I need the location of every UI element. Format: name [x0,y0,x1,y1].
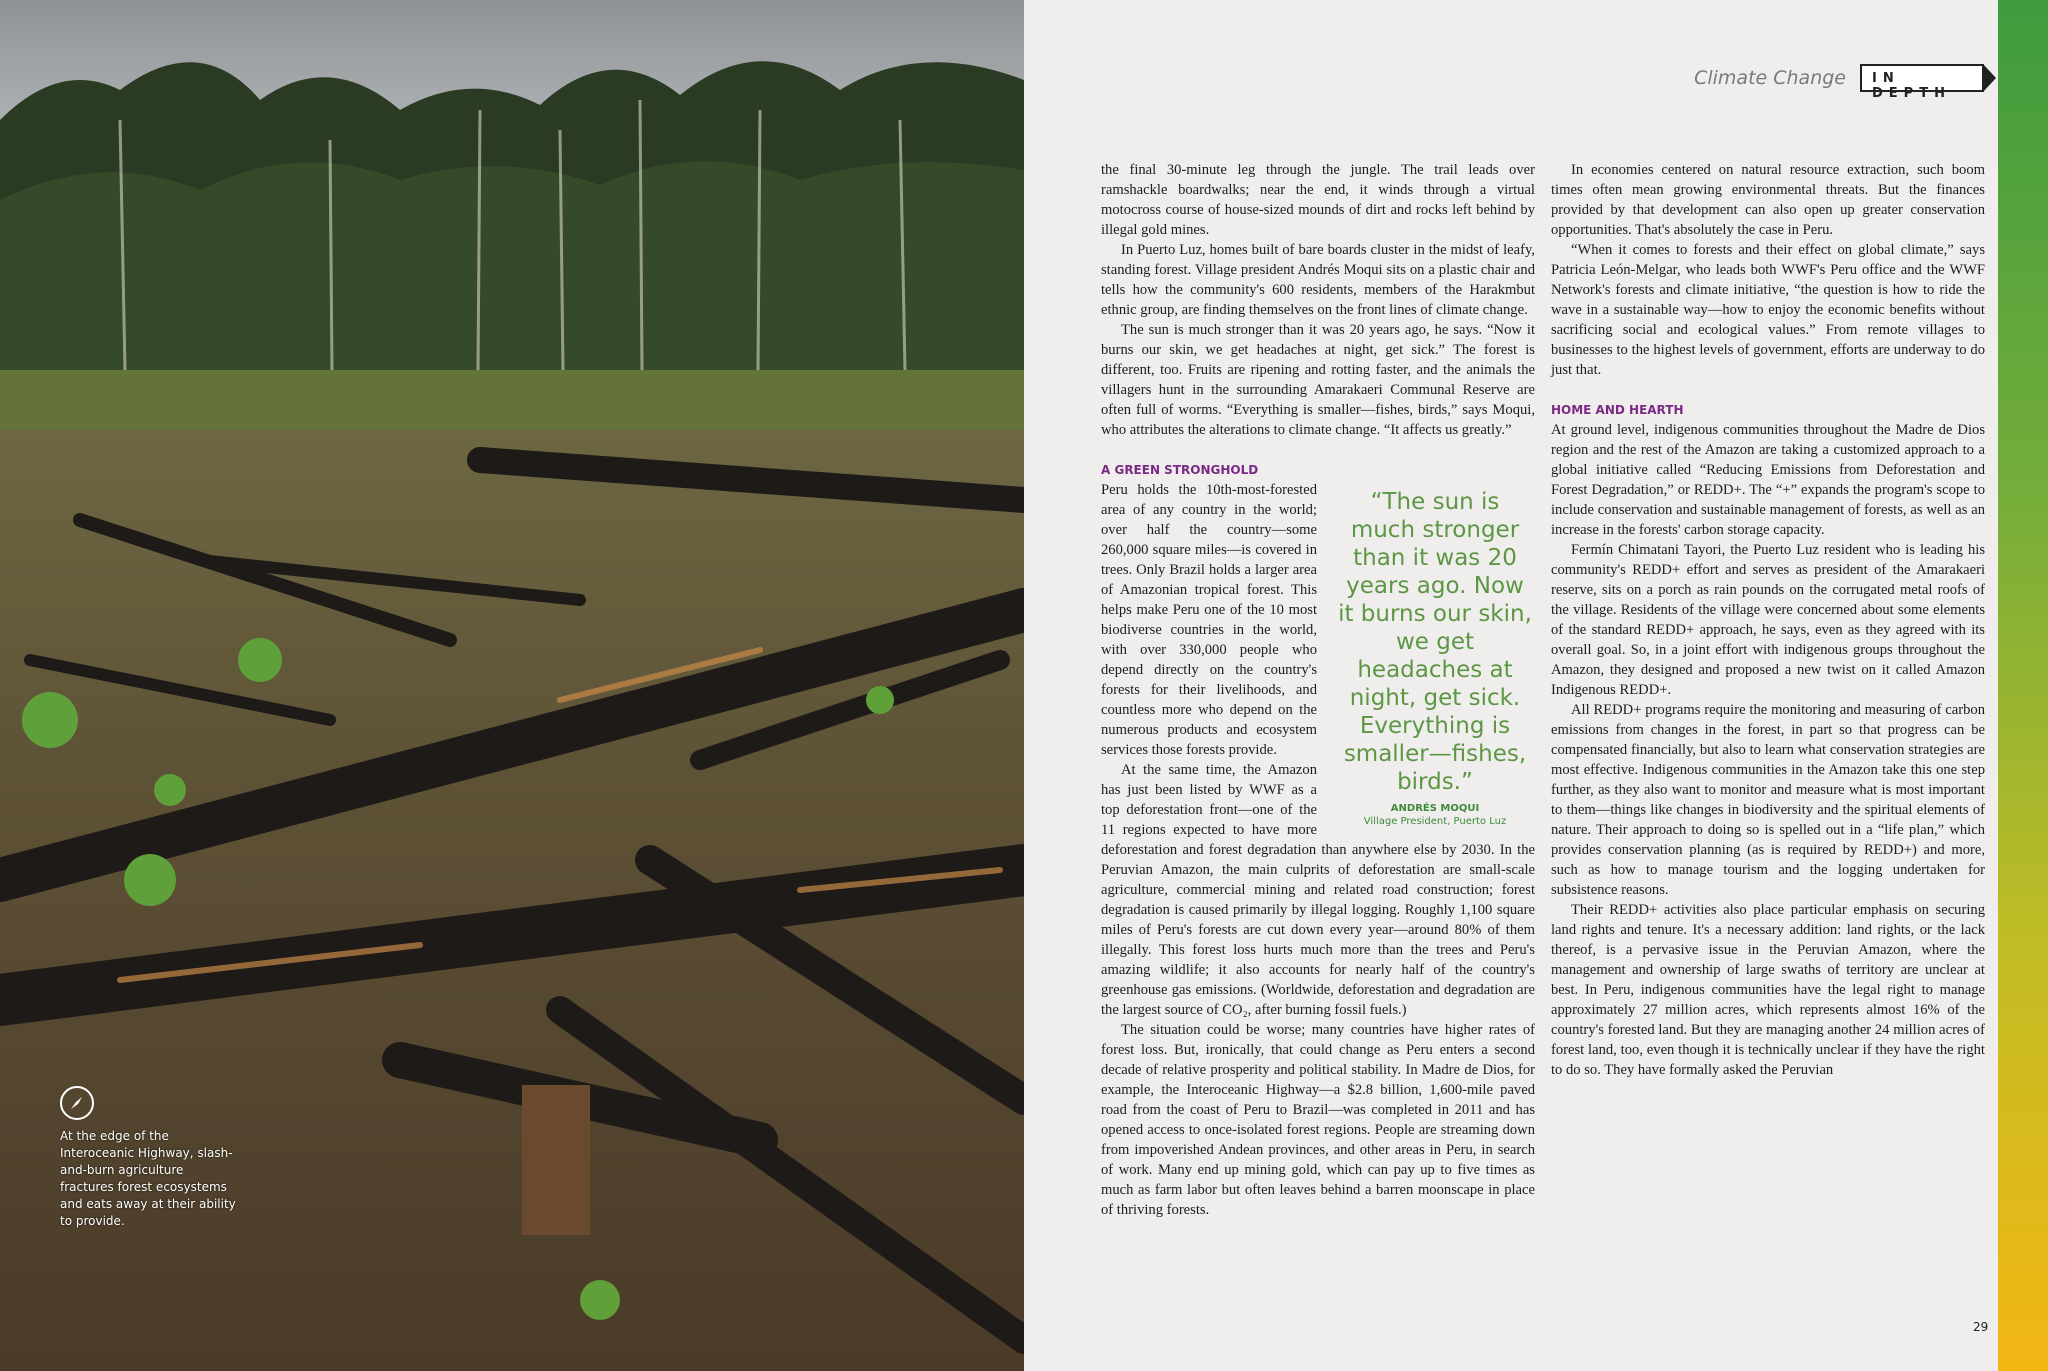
caption-text: At the edge of the Interoceanic Highway, slash-and-burn agriculture fractures forest ecosystems and eats away at their ability to provide. [60,1129,236,1228]
paragraph: At the same time, the Amazon has just been listed by WWF as a top deforestation front—one of the 11 regions expected to have more deforestation and forest degradation than anywhere else by 2030. In the Peruvian Amazon, the main culprits of deforestation are small-scale agriculture, commercial mining and related road construction; forest degradation is caused primarily by illegal logging. Roughly 1,100 square miles of Peru's forests are cut down every year—around 80% of them illegally. This forest loss hurts much more than the trees and Peru's amazing wildlife; it also accounts for nearly half of the country's greenhouse gas emissions. (Worldwide, deforestation and degradation are the largest source of CO₂, after burning fossil fuels.) [1101,762,1535,1018]
paragraph: Their REDD+ activities also place particular emphasis on securing land rights and tenure. It's a necessary addition: land rights, or the lack thereof, is a pervasive issue in the Peruvian Amazon, where the management and ownership of large swaths of territory are unclear at best. In Peru, indigenous communities have the legal right to manage approximately 27 million acres, which represents almost 16% of the country's forested land. But they are managing another 24 million acres of forest land, too, even though it is technically unclear if they have the right to do so. They have formally asked the Peruvian [1551,902,1985,1078]
article-column-1 [1101,160,1535,1220]
in-depth-badge: IN DEPTH [1860,64,1984,92]
paragraph: In economies centered on natural resource extraction, such boom times often mean growing environmental threats. But the finances provided by that development can also open up greater conservation opportunities. That's absolutely the case in Peru. [1551,162,1985,238]
pull-quote [1335,488,1535,828]
paragraph: The situation could be worse; many countries have higher rates of forest loss. But, ironically, that could change as Peru enters a second decade of relative prosperity and political stability. In Madre de Dios, for example, the Interoceanic Highway—a $2.8 billion, 1,600-mile paved road from the coast of Peru to Brazil—was completed in 2011 and has opened access to once-isolated forest regions. People are streaming down from impoverished Andean provinces, and other areas in Peru, in search of work. Many end up mining gold, which can pay up to five times as much as farm labor but often leaves behind a barren moonscape in place of thriving forests. [1101,1022,1535,1218]
subhead-home-and-hearth: HOME AND HEARTH [1551,403,1684,417]
page-number: 29 [1973,1320,1989,1334]
paragraph: All REDD+ programs require the monitoring and measuring of carbon emissions from changes in the forest, in part so that progress can be compensated financially, but also to learn what conservation strategies are most effective. Indigenous communities in the Amazon take this one step further, as they also want to monitor and measure what is most important to them—things like changes in biodiversity and the spiritual elements of nature. Their approach to doing so is spelled out in a “life plan,” which provides conservation planning (as is required by REDD+) and more, such as how to manage tourism and the logging undertaken for subsistence reasons. [1551,702,1985,898]
paragraph: At ground level, indigenous communities throughout the Madre de Dios region and the rest of the Amazon are taking a customized approach to a global initiative called “Reducing Emissions from Deforestation and Forest Degradation,” or REDD+. The “+” expands the program's scope to include conservation and sustainable management of forests, as well as an increase in the forests' carbon storage capacity. [1551,422,1985,538]
article-column-2 [1551,160,1985,1080]
paragraph: The sun is much stronger than it was 20 years ago, he says. “Now it burns our skin, we get headaches at night, get sick.” The forest is different, too. Fruits are ripening and rotting faster, and the animals the villagers hunt in the surrounding Amarakaeri Communal Reserve are often full of worms. “Everything is smaller—fishes, birds,” says Moqui, who attributes the alterations to climate change. “It affects us greatly.” [1101,322,1535,438]
color-stripe [1998,0,2048,1371]
paragraph: the final 30-minute leg through the jungle. The trail leads over ramshackle boardwalks; near the end, it winds through a virtual motocross course of house-sized mounds of dirt and rocks left behind by illegal gold mines. [1101,162,1535,238]
paragraph: “When it comes to forests and their effect on global climate,” says Patricia León-Melgar, who leads both WWF's Peru office and the WWF Network's forests and climate initiative, “the question is how to ride the wave in a sustainable way—how to enjoy the economic benefits without sacrificing social and ecological values.” From remote villages to businesses to the highest levels of government, efforts are underway to do just that. [1551,242,1985,378]
subhead-green-stronghold: A GREEN STRONGHOLD [1101,463,1259,477]
compass-icon [60,1086,94,1120]
paragraph: Fermín Chimatani Tayori, the Puerto Luz resident who is leading his community's REDD+ effort and serves as president of the Amarakaeri reserve, sits on a porch as rain pounds on the corrugated metal roofs of the village. Residents of the village were concerned about some elements of the standard REDD+ approach, he says, even as they agreed with its overall goal. So, in a joint effort with indigenous groups throughout the Amazon, they designed and proposed a new twist on it called Amazon Indigenous REDD+. [1551,542,1985,698]
paragraph: Peru holds the 10th-most-forested area of any country in the world; over half the country—some 260,000 square miles—is covered in trees. Only Brazil holds a larger area of Amazonian tropical forest. This helps make Peru one of the 10 most biodiverse countries in the world, with over 330,000 people who depend directly on the country's forests for their livelihoods, and countless more who depend on the numerous products and ecosystem services those forests provide. [1101,482,1317,758]
section-name: Climate Change [1694,67,1846,89]
pull-quote-text: “The sun is much stronger than it was 20 years ago. Now it burns our skin, we get headaches at night, get sick. Everything is smaller—fishes, birds.” [1338,489,1532,795]
pull-quote-role: Village President, Puerto Luz [1363,816,1507,827]
paragraph: In Puerto Luz, homes built of bare boards cluster in the midst of leafy, standing forest. Village president Andrés Moqui sits on a plastic chair and tells how the community's 600 residents, members of the Harakmbut ethnic group, are finding themselves on the front lines of climate change. [1101,242,1535,318]
section-header [1694,64,1984,101]
pull-quote-name: ANDRÉS MOQUI [1390,803,1480,814]
photo-caption [60,1086,240,1230]
